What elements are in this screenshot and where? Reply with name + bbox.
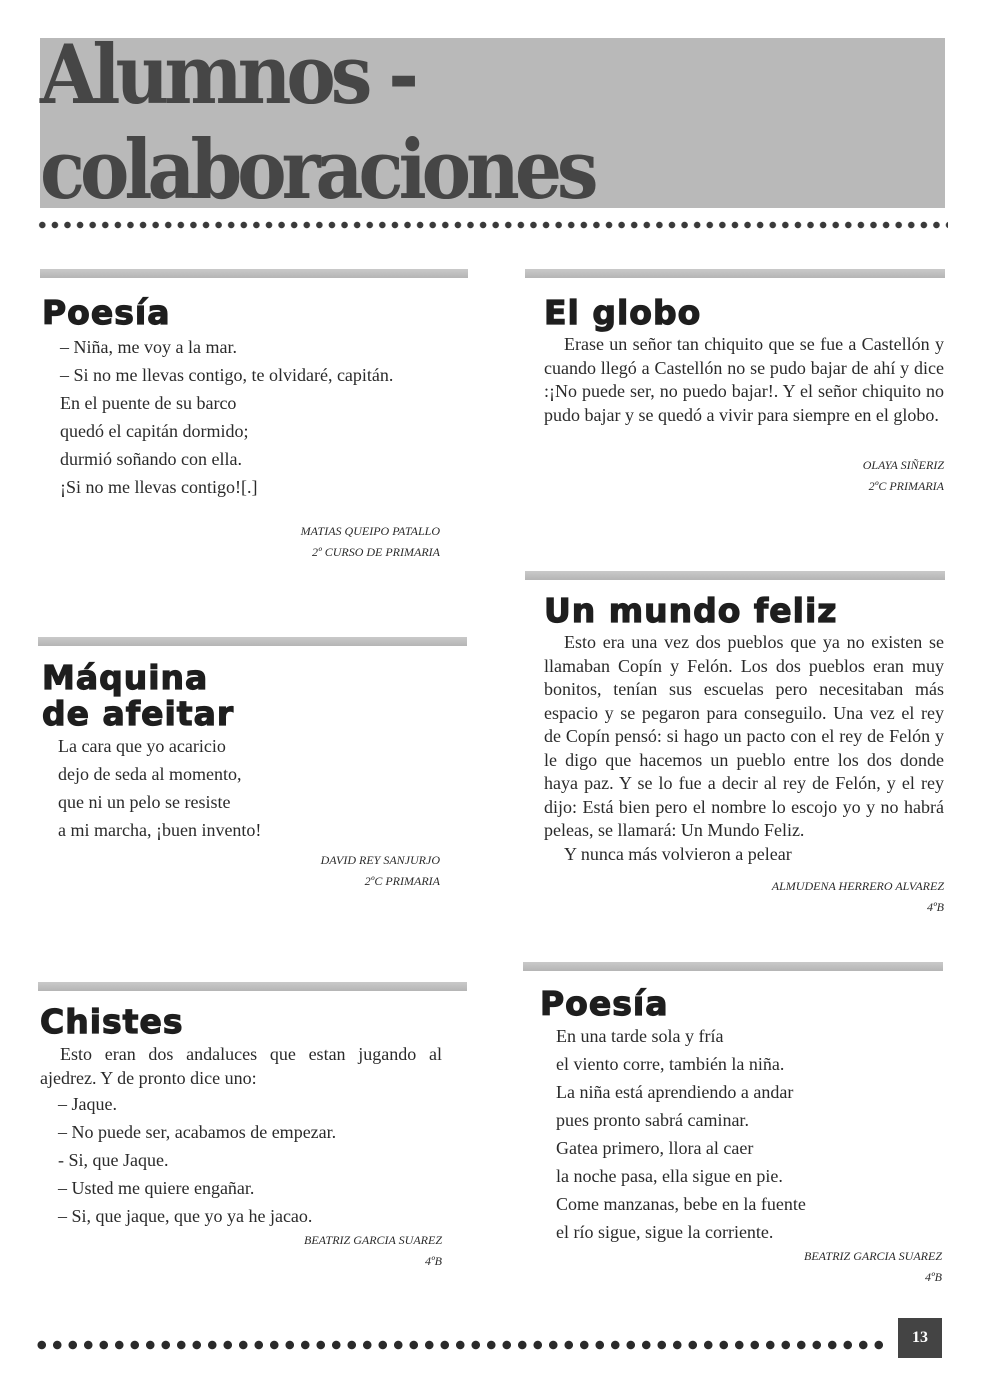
section-bar	[523, 962, 943, 971]
course: 2º CURSO DE PRIMARIA	[311, 545, 440, 559]
article-text: Esto era una vez dos pueblos que ya no existen se llamaban Copín y Felón. Los dos pueblos eran muy bonitos, tenían sus escuelas pero necesitaban más espacio y se pegaron para conseguilo. Una vez el rey de Copín pensó: si hago un pacto con el rey de Felón y le digo que hacemos un pueblo entre los dos donde haya paz. Y se lo fue a decir al rey de Felón, y el rey dijo: Está bien pero el nombre lo escojo yo y no habrá peleas, se llamará: Un Mundo Feliz.	[544, 632, 944, 840]
article-maquina-de-afeitar	[42, 660, 440, 892]
article-title: Poesía	[540, 984, 669, 1023]
author: BEATRIZ GARCIA SUAREZ	[804, 1249, 942, 1263]
poem-line: a mi marcha, ¡buen invento!	[58, 820, 262, 840]
article-title: Chistes	[40, 1002, 184, 1041]
course: 4ºB	[924, 1270, 942, 1284]
section-bar	[40, 269, 468, 278]
author: DAVID REY SANJURJO	[320, 853, 440, 867]
course: 2ºC PRIMARIA	[364, 874, 440, 888]
article-poesia-1	[42, 295, 440, 563]
article-title: Un mundo feliz	[544, 591, 838, 630]
article-chistes	[40, 1004, 442, 1272]
poem-lines	[42, 732, 440, 844]
header-banner	[40, 28, 945, 218]
author: MATIAS QUEIPO PATALLO	[300, 524, 440, 538]
poem-line: Gatea primero, llora al caer	[556, 1138, 754, 1158]
dialogue-lines	[40, 1090, 442, 1230]
article-title-line-2: de afeitar	[42, 694, 235, 733]
section-bar	[525, 269, 945, 278]
dialogue-line: – Usted me quiere engañar.	[58, 1178, 255, 1198]
poem-line: En el puente de su barco	[60, 393, 237, 413]
dot-divider-top	[36, 220, 948, 230]
poem-line: el viento corre, también la niña.	[556, 1054, 785, 1074]
article-text: Erase un señor tan chiquito que se fue a Castellón y cuando llegó a Castellón no se pudo bajar de ahí y dice :¡No puede ser, no puedo bajar!. Y el señor chiquito no pudo bajar y se quedó a vivir para siempre en el globo.	[544, 334, 944, 425]
dialogue-line: – No puede ser, acabamos de empezar.	[58, 1122, 337, 1142]
poem-lines	[42, 333, 440, 501]
poem-line: pues pronto sabrá caminar.	[556, 1110, 749, 1130]
article-title: Poesía	[42, 293, 171, 332]
poem-line: ¡Si no me llevas contigo![.]	[60, 477, 258, 497]
poem-lines	[540, 1022, 942, 1246]
page-number: 13	[898, 1318, 942, 1358]
section-bar	[38, 637, 467, 646]
course: 4ºB	[926, 900, 944, 914]
poem-line: La niña está aprendiendo a andar	[556, 1082, 794, 1102]
page-title: Alumnos - colaboraciones	[40, 28, 594, 218]
author: OLAYA SIÑERIZ	[862, 458, 944, 472]
poem-line: dejo de seda al momento,	[58, 764, 242, 784]
article-text: Esto eran dos andaluces que estan jugando al ajedrez. Y de pronto dice uno:	[40, 1044, 442, 1088]
poem-line: el río sigue, sigue la corriente.	[556, 1222, 774, 1242]
dialogue-line: - Si, que Jaque.	[58, 1150, 169, 1170]
course: 2ºC PRIMARIA	[868, 479, 944, 493]
poem-line: la noche pasa, ella sigue en pie.	[556, 1166, 783, 1186]
poem-line: quedó el capitán dormido;	[60, 421, 249, 441]
article-title: El globo	[544, 293, 702, 332]
section-bar	[525, 571, 945, 580]
article-text-closing: Y nunca más volvieron a pelear	[564, 843, 792, 864]
article-el-globo	[544, 295, 944, 497]
course: 4ºB	[424, 1254, 442, 1268]
poem-line: durmió soñando con ella.	[60, 449, 242, 469]
article-title: Máquina	[42, 658, 209, 697]
dialogue-line: – Jaque.	[58, 1094, 117, 1114]
article-poesia-2	[540, 986, 942, 1288]
section-bar	[38, 982, 467, 991]
dialogue-line: – Si, que jaque, que yo ya he jacao.	[58, 1206, 313, 1226]
poem-line: – Si no me llevas contigo, te olvidaré, capitán.	[60, 365, 394, 385]
poem-line: que ni un pelo se resiste	[58, 792, 231, 812]
author: BEATRIZ GARCIA SUAREZ	[304, 1233, 442, 1247]
article-un-mundo-feliz	[544, 593, 944, 918]
dot-divider-bottom	[34, 1339, 890, 1351]
poem-line: Come manzanas, bebe en la fuente	[556, 1194, 806, 1214]
poem-line: La cara que yo acaricio	[58, 736, 226, 756]
poem-line: – Niña, me voy a la mar.	[60, 337, 237, 357]
poem-line: En una tarde sola y fría	[556, 1026, 724, 1046]
author: ALMUDENA HERRERO ALVAREZ	[771, 879, 944, 893]
